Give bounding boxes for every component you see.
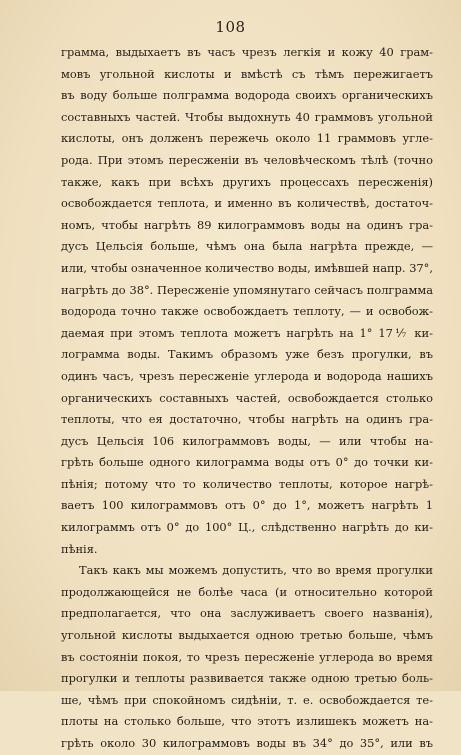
text-line: угольной кислоты выдыхается одною третью больше, чѣмъ (61, 628, 433, 643)
text-line: даемая при этомъ теплота можетъ нагрѣть на 1° 17⅐ ки- (61, 325, 433, 340)
text-line: кислоты, онъ долженъ пережечь около 11 граммовъ угле- (61, 131, 433, 146)
text-line: ваетъ 100 килограммовъ отъ 0° до 1°, можетъ нагрѣть 1 (61, 498, 433, 513)
text-line: въ состояніи покоя, то чрезъ пересженіе углерода во время (61, 649, 433, 664)
text-line: освобождается теплота, и именно въ количествѣ, достаточ- (61, 196, 433, 211)
text-line: грѣть около 30 килограммовъ воды въ 34° до 35°, или въ (61, 736, 433, 750)
text-line: теплоты, что ея достаточно, чтобы нагрѣть на одинъ гра- (61, 412, 433, 427)
text-line: пѣнія. (61, 541, 98, 556)
page-number: 108 (215, 18, 246, 36)
text-line: нагрѣть до 38°. Пересженіе упомянутаго сейчасъ полграмма (61, 282, 433, 297)
text-line: грѣть больше одного килограмма воды отъ 0° до точки ки- (61, 455, 433, 470)
text-line: пѣнія; потому что то количество теплоты, которое нагрѣ- (61, 476, 433, 491)
paragraph-2 (61, 560, 433, 754)
text-line: составныхъ частей. Чтобы выдохнуть 40 граммовъ угольной (61, 109, 433, 124)
text-line: рода. При этомъ пересженіи въ человѣческомъ тѣлѣ (точно (61, 152, 433, 167)
text-line: предполагается, что она заслуживаетъ своего названія), (61, 606, 433, 621)
text-line: номъ, чтобы нагрѣть 89 килограммовъ воды на одинъ гра- (61, 217, 433, 232)
text-line: одинъ часъ, чрезъ пересженіе углерода и водорода нашихъ (61, 368, 433, 383)
text-line: въ воду больше полграмма водорода своихъ органическихъ (61, 88, 433, 103)
text-line: ше, чѣмъ при спокойномъ сидѣніи, т. е. освобождается те- (61, 692, 433, 707)
text-line: прогулки и теплоты развивается также одною третью боль- (61, 671, 433, 686)
text-line: Такъ какъ мы можемъ допустить, что во время прогулки (79, 563, 433, 578)
text-line: килограммъ отъ 0° до 100° Ц., слѣдственно нагрѣть до ки- (61, 520, 433, 535)
text-line: продолжающейся не болѣе часа (и относительно которой (61, 584, 433, 599)
text-line: грамма, выдыхаетъ въ часъ чрезъ легкія и кожу 40 грам- (61, 45, 433, 59)
text-line: органическихъ составныхъ частей, освобождается столько (61, 390, 433, 405)
text-line: мовъ угольной кислоты и вмѣстѣ съ тѣмъ пережигаетъ (61, 66, 433, 81)
text-line: лограмма воды. Такимъ образомъ уже безъ прогулки, въ (61, 347, 433, 362)
text-line: дусъ Цельсія больше, чѣмъ она была нагрѣта прежде, — (61, 239, 433, 254)
text-line: водорода точно также освобождаетъ теплоту, — и освобож- (61, 304, 433, 319)
text-line: плоты на столько больше, что этотъ излишекъ можетъ на- (61, 714, 433, 729)
text-line: также, какъ при всѣхъ другихъ процессахъ пересженія) (61, 174, 433, 189)
text-line: дусъ Цельсія 106 килограммовъ воды, — или чтобы на- (61, 433, 433, 448)
body-text (61, 42, 433, 755)
text-line: или, чтобы означенное количество воды, имѣвшей напр. 37°, (61, 260, 433, 275)
paragraph-1 (61, 42, 433, 560)
